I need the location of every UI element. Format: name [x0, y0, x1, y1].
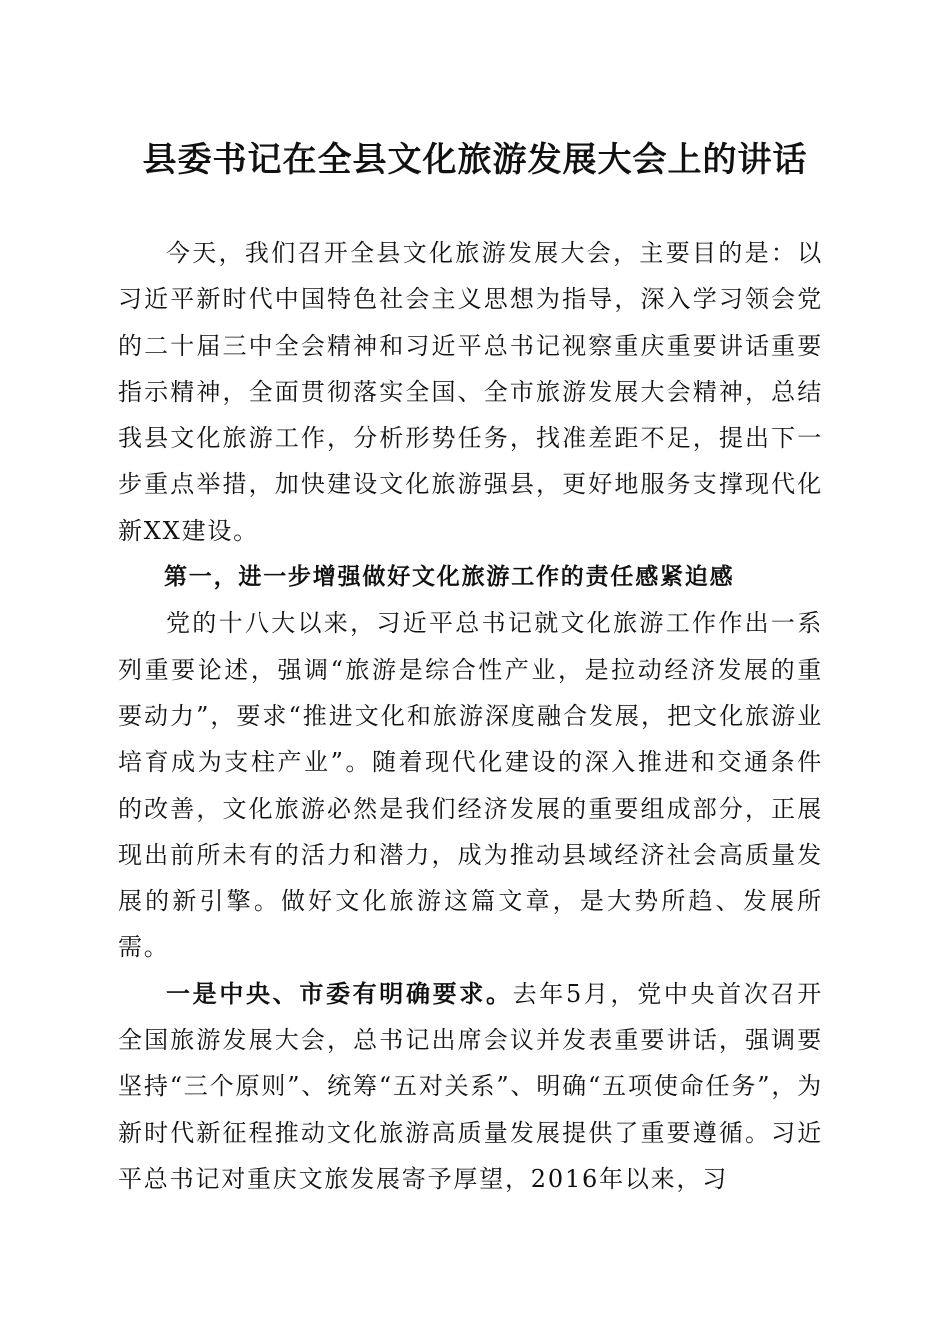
paragraph-intro: 今天，我们召开全县文化旅游发展大会，主要目的是：以习近平新时代中国特色社会主义思想为指导，深入学习领会党的二十届三中全会精神和习近平总书记视察重庆重要讲话重要指示精神，全面贯彻落实全国、全市旅游发展大会精神，总结我县文化旅游工作，分析形势任务，找准差距不足，提出下一步重点举措，加快建设文化旅游强县，更好地服务支撑现代化新XX建设。: [118, 239, 823, 545]
paragraph-point-one: [118, 971, 823, 1202]
document-title: 县委书记在全县文化旅游发展大会上的讲话: [142, 140, 808, 180]
paragraph-section-one: 党的十八大以来，习近平总书记就文化旅游工作作出一系列重要论述，强调“旅游是综合性产业，是拉动经济发展的重要动力”，要求“推进文化和旅游深度融合发展，把文化旅游业培育成为支柱产业”。随着现代化建设的深入推进和交通条件的改善，文化旅游必然是我们经济发展的重要组成部分，正展现出前所未有的活力和潜力，成为推动县域经济社会高质量发展的新引擎。做好文化旅游这篇文章，是大势所趋、发展所需。: [118, 609, 823, 962]
section-heading-first: 第一，进一步增强做好文化旅游工作的责任感紧迫感: [164, 564, 735, 591]
point-one-lead: 一是中央、市委有明确要求。: [166, 979, 513, 1008]
document-body: [118, 230, 823, 1202]
point-one-text: 去年5月，党中央首次召开全国旅游发展大会，总书记出席会议并发表重要讲话，强调要坚持“三个原则”、统筹“五对关系”、明确“五项使命任务”，为新时代新征程推动文化旅游高质量发展提供了重要遵循。习近平总书记对重庆文旅发展寄予厚望，2016年以来，习: [118, 979, 823, 1193]
